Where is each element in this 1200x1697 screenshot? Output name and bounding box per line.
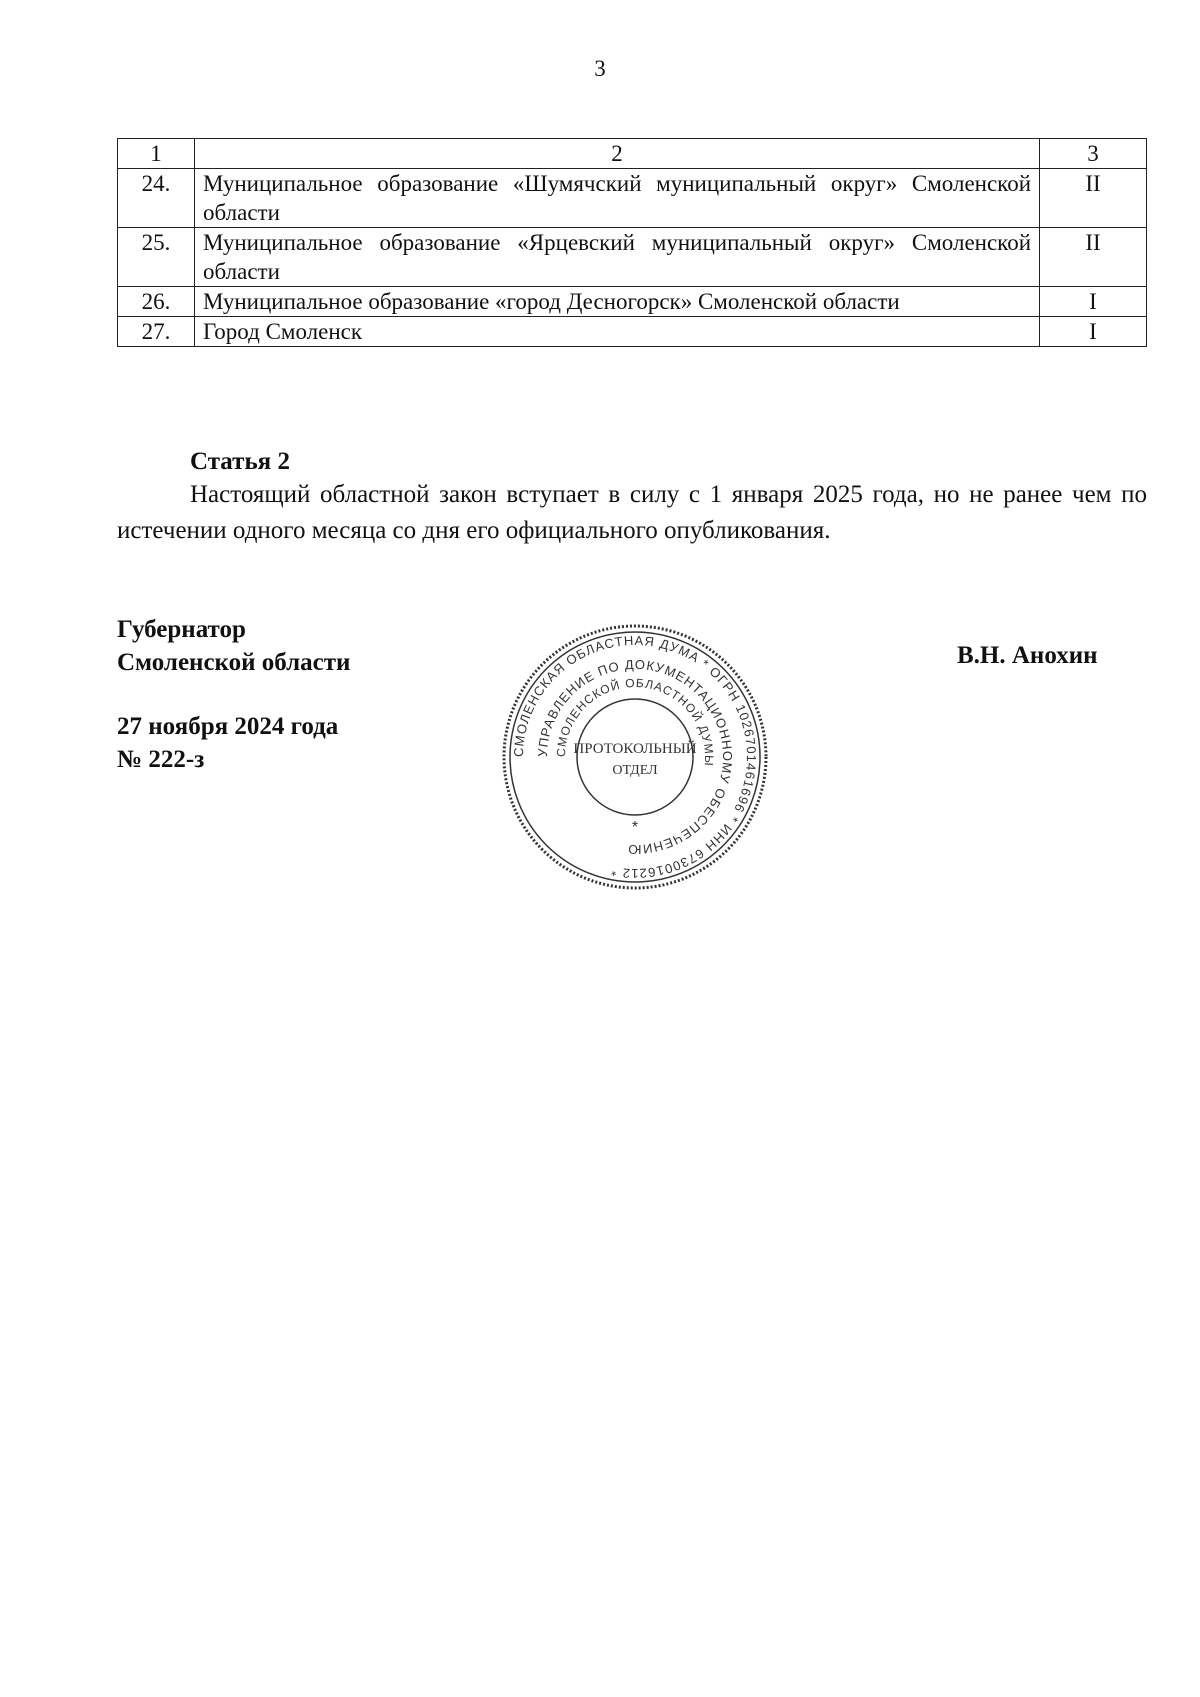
municipality-name: Муниципальное образование «город Десногорск» Смоленской области <box>195 287 1040 317</box>
row-number: 26. <box>118 287 195 317</box>
signatory-title-line: Смоленской области <box>117 649 351 676</box>
table-header-cell: 1 <box>118 139 195 169</box>
official-seal-stamp <box>500 622 770 892</box>
table-row <box>118 317 1147 347</box>
page-number: 3 <box>594 56 606 81</box>
seal-ring-text: СМОЛЕНСКОЙ ОБЛАСТНОЙ ДУМЫ <box>553 675 717 768</box>
law-date: 27 ноября 2024 года <box>117 713 339 740</box>
signatory-title <box>117 613 350 679</box>
signatory-name: В.Н. Анохин <box>957 642 1098 669</box>
group-number: I <box>1040 287 1147 317</box>
seal-star: * <box>631 819 639 836</box>
table-row <box>118 228 1147 287</box>
signatory-title-line: Губернатор <box>117 616 246 643</box>
row-number: 25. <box>118 228 195 287</box>
article-body: Настоящий областной закон вступает в силу с 1 января 2025 года, но не ранее чем по истечении одного месяца со дня его официального опубликования. <box>117 481 1147 544</box>
municipality-name: Город Смоленск <box>195 317 1040 347</box>
row-number: 24. <box>118 169 195 228</box>
law-date-number <box>117 710 338 776</box>
group-number: I <box>1040 317 1147 347</box>
seal-outer-text: СМОЛЕНСКАЯ ОБЛАСТНАЯ ДУМА * ОГРН 1026701461696 * ИНН 6730016212 * <box>510 632 760 882</box>
table-row <box>118 287 1147 317</box>
districts-table <box>117 138 1147 347</box>
table-header-cell: 3 <box>1040 139 1147 169</box>
seal-inner-text: УПРАВЛЕНИЕ ПО ДОКУМЕНТАЦИОННОМУ ОБЕСПЕЧЕНИЮ <box>534 656 736 858</box>
seal-center-line2: ОТДЕЛ <box>612 763 658 778</box>
table-header-cell: 2 <box>195 139 1040 169</box>
municipality-name: Муниципальное образование «Ярцевский муниципальный округ» Смоленской области <box>195 228 1040 287</box>
seal-center-line1: ПРОТОКОЛЬНЫЙ <box>573 741 697 757</box>
municipality-name: Муниципальное образование «Шумячский муниципальный округ» Смоленской области <box>195 169 1040 228</box>
group-number: II <box>1040 169 1147 228</box>
table-row <box>118 169 1147 228</box>
law-number: № 222-з <box>117 746 205 773</box>
group-number: II <box>1040 228 1147 287</box>
row-number: 27. <box>118 317 195 347</box>
article-heading: Статья 2 <box>190 448 290 475</box>
table-header-row <box>118 139 1147 169</box>
